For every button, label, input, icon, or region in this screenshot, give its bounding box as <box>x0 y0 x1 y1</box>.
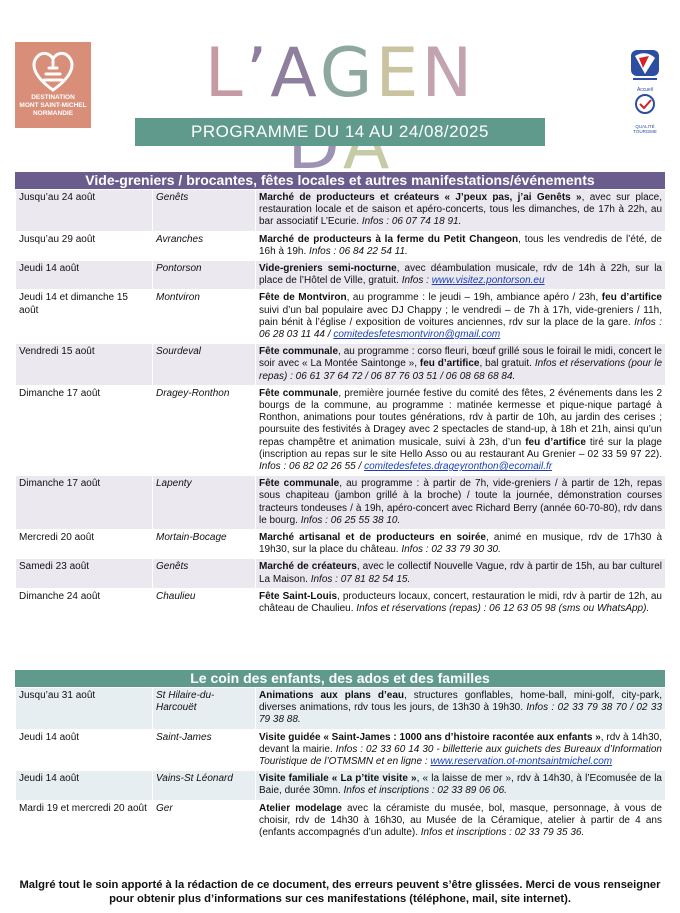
event-text: , première journée festive du comité des fêtes, 2 événements dans les 2 bourgs de la commune, au programme : matinée kermesse et pique-nique partagé à Ronthon, animations pour toutes générations, rdv à partir de 10h, au jardin des cerises ; poursuite des festivités à Dragey avec 2 spectacles de stand-up, à 18h et 21h, ainsi qu’un repas champêtre et animation musicale, suivi à 23h, d’un <box>259 387 663 448</box>
event-title: Marché de producteurs et créateurs « J’peux pas, j’ai Genêts » <box>259 192 582 203</box>
event-description <box>256 385 666 475</box>
event-text: , animé en musique, rdv de 17h30 à 19h30, sur la place du château. <box>259 532 663 556</box>
event-date: Dimanche 24 août <box>16 588 153 617</box>
event-description <box>256 476 666 530</box>
qualite-caption: QUALITÉ TOURISME <box>633 124 657 134</box>
event-info: Infos : 02 33 79 30 30. <box>401 544 501 556</box>
event-text: suivi d’un bal populaire avec DJ Chappy ; le vendredi – de 7h à 17h, vide-greniers / 11h, pain bénit à l’église / exposition de voitures anciennes, rdv sur la place de la gare. <box>259 304 662 328</box>
table-row <box>16 559 666 588</box>
qualite-tourisme-logo <box>625 48 665 134</box>
event-place: Chaulieu <box>153 588 256 617</box>
table-row <box>16 800 666 842</box>
table-row <box>16 588 666 617</box>
event-text: , avec sur place, restauration locale et de saison et apéro-concerts, tous les dimanches, de 17h à 22h, au bar associatif L’Ecurie. <box>259 192 663 228</box>
event-link[interactable]: comitedesfetes.drageyronthon@ecomail.fr <box>364 461 553 473</box>
table-row <box>16 290 666 344</box>
event-title: Vide-greniers semi-nocturne <box>259 263 397 275</box>
event-place: Dragey-Ronthon <box>153 385 256 475</box>
event-highlight: feu d’artifice <box>419 358 480 370</box>
table-row <box>16 261 666 290</box>
event-place: Avranches <box>153 231 256 260</box>
event-title: Animations aux plans d’eau <box>259 690 404 701</box>
event-title: Atelier modelage <box>259 802 342 814</box>
event-text: , rdv à 14h30, devant la mairie. <box>259 731 662 755</box>
event-text: tiré sur la plage (inscription au repas sur le site Hello Asso ou au restaurant Au Grenier – 02 33 59 97 22). <box>259 436 662 460</box>
event-description <box>256 588 666 617</box>
event-link[interactable]: www.visitez.pontorson.eu <box>431 275 545 287</box>
event-info: Infos : 06 25 55 38 10. <box>300 514 401 526</box>
event-date: Jusqu’au 24 août <box>16 190 153 232</box>
destination-logo <box>15 42 91 128</box>
event-text: , au programme : à partir de 7h, vide-greniers / à partir de 12h, repas sous chapiteau (jambon grillé à la broche) / toute la journée, démonstration courses tracteurs tondeuses / à 19h, apéro-concert avec Richard Berry (année 60-70-80), rdv dans le bourg. <box>259 478 662 526</box>
event-description <box>256 530 666 559</box>
event-date: Jeudi 14 août <box>16 261 153 290</box>
event-info: Infos : 07 81 82 54 15. <box>310 573 411 585</box>
table-row <box>16 231 666 260</box>
logo-line-2: MONT SAINT-MICHEL <box>19 102 87 109</box>
event-date: Mercredi 20 août <box>16 530 153 559</box>
event-text: avec la céramiste du musée, bol, masque, personnage, à vous de choisir, rdv de 14h30 à 16h30, au Musée de la Céramique, atelier à partir de 4 ans (enfants accompagnés d’un adulte). <box>259 802 662 839</box>
event-place: Mortain-Bocage <box>153 530 256 559</box>
events-section-title: Vide-greniers / brocantes, fêtes locales et autres manifestations/événements <box>15 172 665 189</box>
event-info: Infos et inscriptions : 02 33 79 35 36. <box>420 827 585 839</box>
table-row <box>16 190 666 232</box>
title-letter: N <box>421 34 476 113</box>
event-place: Lapenty <box>153 476 256 530</box>
event-title: Marché artisanal et de producteurs en soirée <box>259 532 486 544</box>
event-date: Jeudi 14 août <box>16 729 153 771</box>
event-place: Genêts <box>153 559 256 588</box>
event-link[interactable]: comitedesfetesmontviron@gmail.com <box>333 329 501 341</box>
table-row <box>16 729 666 771</box>
event-place: Montviron <box>153 290 256 344</box>
event-place: Saint-James <box>153 729 256 771</box>
title-letter: L <box>204 34 246 113</box>
event-highlight: feu d’artifice <box>525 436 586 448</box>
table-row <box>16 385 666 475</box>
event-place: Vains-St Léonard <box>153 771 256 800</box>
event-date: Jeudi 14 et dimanche 15 août <box>16 290 153 344</box>
logo-line-3: NORMANDIE <box>32 110 74 117</box>
event-title: Fête communale <box>259 387 339 399</box>
event-title: Marché de créateurs <box>259 561 357 573</box>
event-title: Fête Saint-Louis <box>259 590 338 602</box>
event-title: Fête de Montviron <box>259 292 347 304</box>
event-date: Dimanche 17 août <box>16 385 153 475</box>
title-letter: ’ <box>245 34 271 113</box>
title-letter: G <box>319 34 376 113</box>
event-text: , au programme : corso fleuri, bœuf grillé sous le foirail le midi, concert le soir avec « La Montée Saintonge », <box>259 346 662 370</box>
agenda-title <box>180 34 500 182</box>
event-description <box>256 344 666 386</box>
event-description <box>256 688 666 730</box>
event-info: Infos et inscriptions : 02 33 89 06 06. <box>343 785 507 797</box>
event-text: , bal gratuit. <box>479 358 535 370</box>
event-description <box>256 231 666 260</box>
table-row <box>16 771 666 800</box>
event-date: Vendredi 15 août <box>16 344 153 386</box>
table-row <box>16 688 666 730</box>
event-info: Infos et réservations (repas) : 06 12 63 05 98 (sms ou WhatsApp). <box>356 603 650 615</box>
event-place: Ger <box>153 800 256 842</box>
event-link[interactable]: www.reservation.ot-montsaintmichel.com <box>430 756 613 768</box>
table-row <box>16 476 666 530</box>
event-info: Infos : 02 33 79 38 70 / 02 33 79 38 88. <box>259 702 662 726</box>
event-info: Infos : 06 07 74 18 91. <box>361 216 462 228</box>
event-text: , « la laisse de mer », rdv à 14h30, à l’Ecomusée de la Baie, durée 30mn. <box>259 773 662 797</box>
event-title: Marché de producteurs à la ferme du Petit Changeon <box>259 233 519 245</box>
event-info: Infos : 06 82 02 26 55 / <box>259 461 365 473</box>
event-info: Infos : 06 84 22 54 11. <box>309 245 408 257</box>
event-date: Samedi 23 août <box>16 559 153 588</box>
accueil-caption: Accueil <box>636 87 654 93</box>
events-table <box>15 189 666 618</box>
event-description <box>256 729 666 771</box>
event-title: Visite familiale « La p’tite visite » <box>259 773 417 785</box>
event-description <box>256 771 666 800</box>
event-description <box>256 800 666 842</box>
table-row <box>16 530 666 559</box>
event-description <box>256 559 666 588</box>
event-title: Fête communale <box>259 346 339 358</box>
event-description <box>256 261 666 290</box>
event-date: Jusqu’au 29 août <box>16 231 153 260</box>
title-letter: E <box>375 34 422 113</box>
event-date: Jeudi 14 août <box>16 771 153 800</box>
event-text: , avec déambulation musicale, rdv de 14h à 22h, sur la place de l’Hôtel de Ville, gratuit. <box>259 263 662 287</box>
event-place: St Hilaire-du-Harcouët <box>153 688 256 730</box>
event-info: Infos : 06 28 03 11 44 / <box>259 316 662 341</box>
event-highlight: feu d’artifice <box>601 292 662 304</box>
logo-line-1: DESTINATION <box>31 94 75 101</box>
event-date: Mardi 19 et mercredi 20 août <box>16 800 153 842</box>
heart-mountain-icon <box>29 48 77 92</box>
event-info: Infos : 02 33 60 14 30 - billetterie aux guichets des Bureaux d’Information Touristique de l’OTMSMN et en ligne : <box>259 743 662 768</box>
event-place: Pontorson <box>153 261 256 290</box>
event-info: Infos et réservations (pour le repas) : 06 61 37 64 72 / 06 87 76 03 51 / 06 08 68 68 84. <box>259 358 663 382</box>
qualite-tourisme-icon <box>625 93 665 119</box>
disclaimer-footer: Malgré tout le soin apporté à la rédaction de ce document, des erreurs peuvent s’être glissées. Merci de vous renseigner pour obtenir plus d’informations sur ces manifestations (téléphone, mail, site internet). <box>19 879 661 905</box>
table-row <box>16 344 666 386</box>
event-title: Visite guidée « Saint-James : 1000 ans d’histoire racontée aux enfants » <box>259 731 601 743</box>
event-place: Sourdeval <box>153 344 256 386</box>
event-description <box>256 190 666 232</box>
event-title: Fête communale <box>259 478 340 490</box>
event-text: , au programme : le jeudi – 19h, ambiance apéro / 23h, <box>346 292 602 304</box>
event-info: Infos : <box>401 275 432 287</box>
event-place: Genêts <box>153 190 256 232</box>
title-letter: A <box>270 34 320 113</box>
event-text: , producteurs locaux, concert, restauration le midi, rdv à partir de 12h, au château de Chaulieu. <box>259 590 662 615</box>
accueil-badge-icon <box>625 48 665 92</box>
event-text: , structures gonflables, home-ball, mini-golf, city-park, diverses animations, rdv tous les jours, de 13h30 à 19h30. <box>259 690 662 714</box>
program-dates-banner: PROGRAMME DU 14 AU 24/08/2025 <box>135 118 545 146</box>
event-date: Jusqu’au 31 août <box>16 688 153 730</box>
event-description <box>256 290 666 344</box>
event-date: Dimanche 17 août <box>16 476 153 530</box>
kids-section-title: Le coin des enfants, des ados et des familles <box>15 670 665 687</box>
kids-table <box>15 687 666 842</box>
event-text: , tous les vendredis de l’été, de 16h à 19h. <box>259 233 662 257</box>
event-text: , avec le collectif Nouvelle Vague, rdv à partir de 15h, au bar culturel La Maison. <box>259 561 662 585</box>
